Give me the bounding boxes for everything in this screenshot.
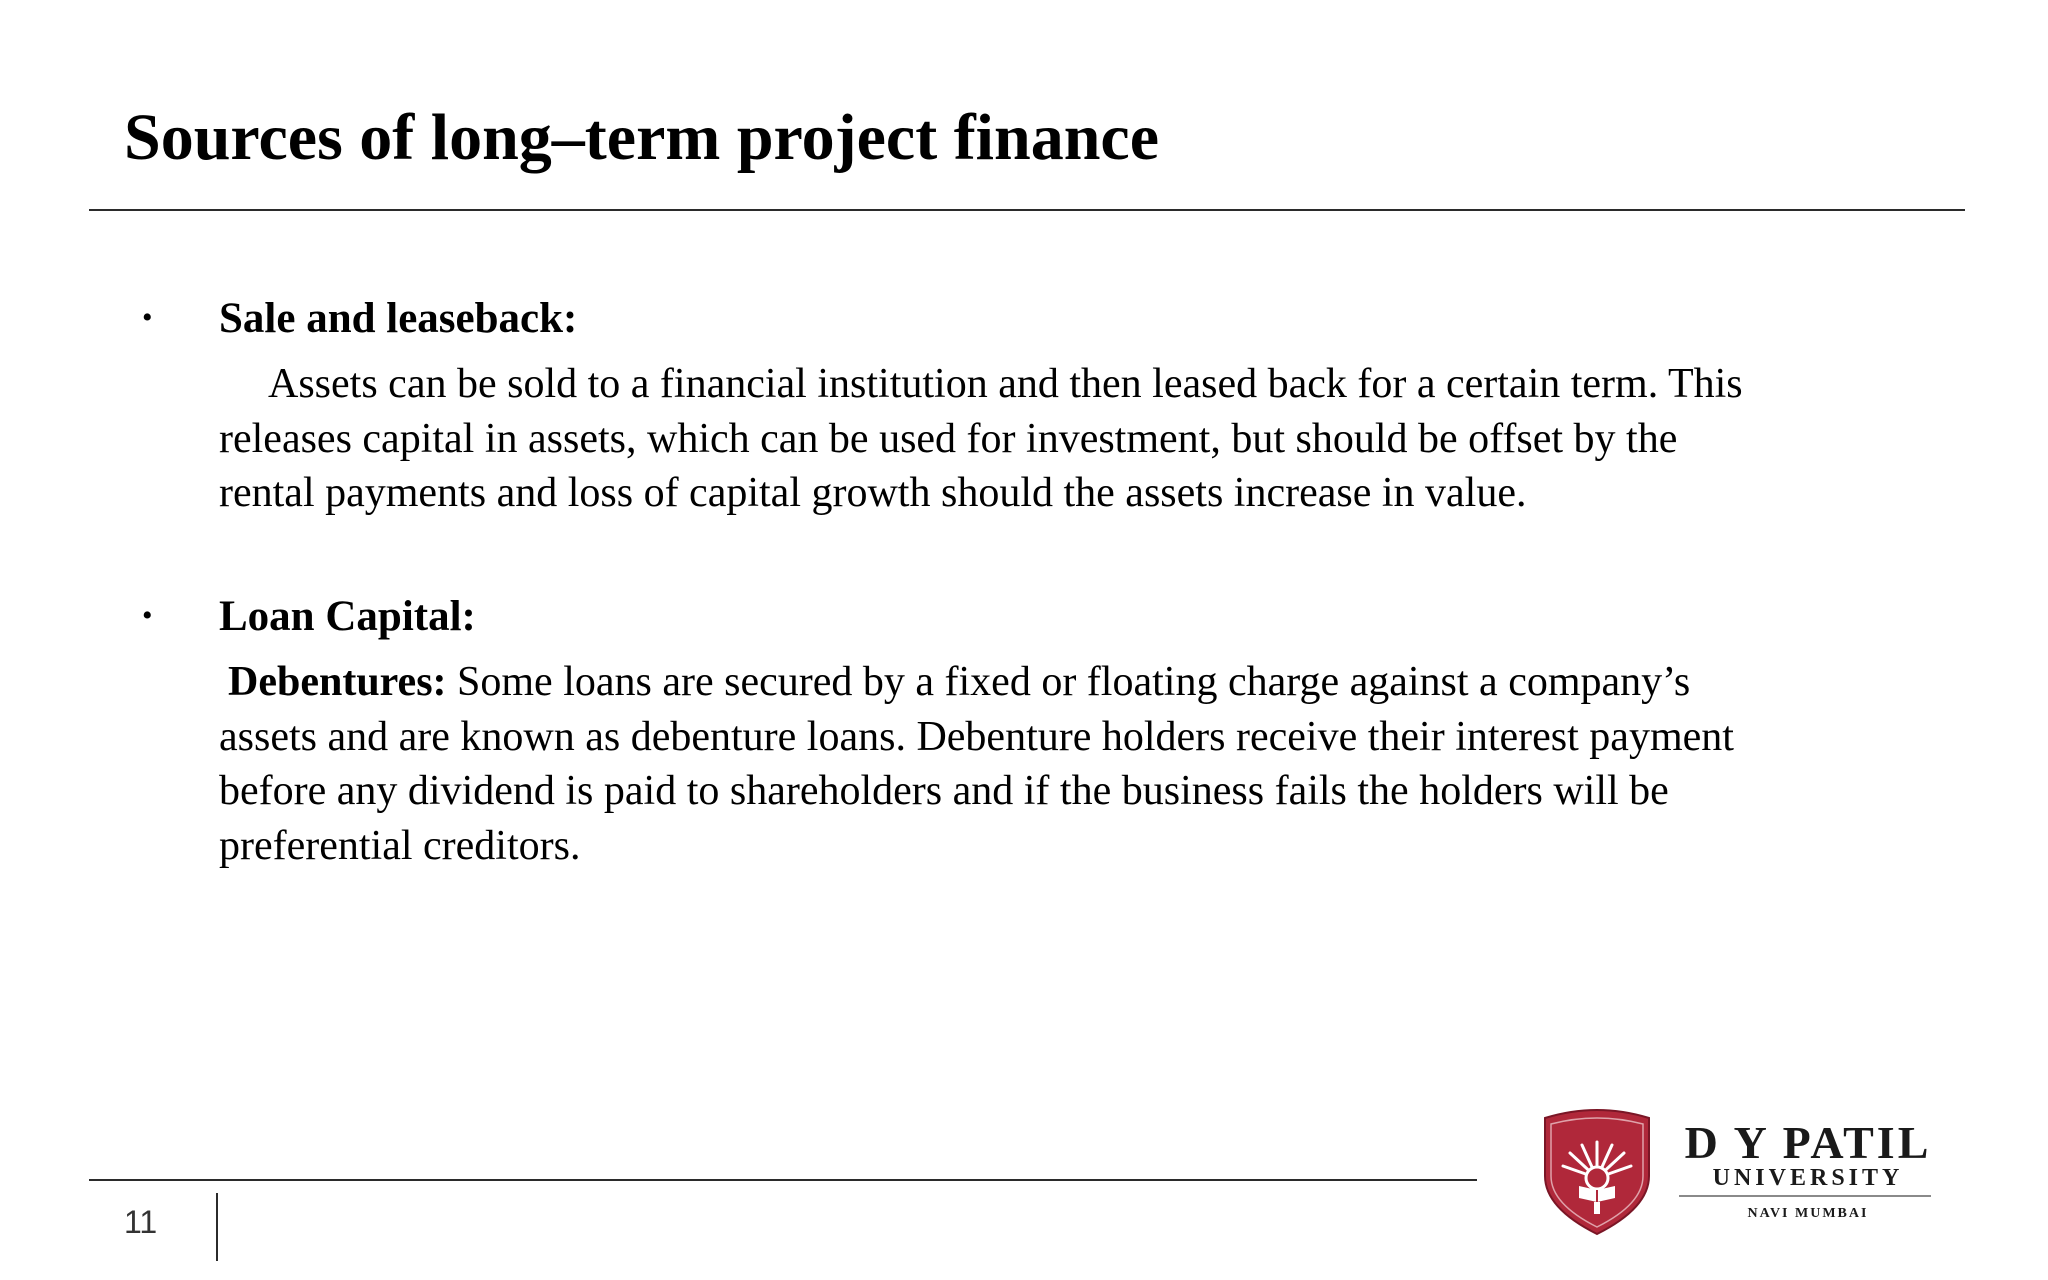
title-divider	[89, 209, 1965, 211]
paragraph-line: assets and are known as debenture loans. Debenture holders receive their interest payment	[219, 713, 1734, 760]
shield-emblem-icon	[1537, 1106, 1657, 1236]
logo-divider	[1679, 1195, 1931, 1197]
slide-title: Sources of long–term project finance	[124, 101, 1160, 174]
section-heading-loan-capital: Loan Capital:	[219, 593, 476, 640]
section-heading-sale-leaseback: Sale and leaseback:	[219, 295, 578, 342]
logo-university-name: D Y PATIL	[1684, 1117, 1932, 1168]
paragraph-line-text: Some loans are secured by a fixed or floating charge against a company’s	[457, 659, 1691, 705]
lead-term-debentures: Debentures:	[228, 659, 447, 705]
paragraph-line: Assets can be sold to a financial institution and then leased back for a certain term. This	[268, 361, 1743, 407]
footer-divider	[89, 1179, 1477, 1181]
paragraph-line: before any dividend is paid to shareholders and if the business fails the holders will be	[219, 768, 1669, 814]
logo-location: NAVI MUMBAI	[1747, 1206, 1869, 1221]
page-number-separator	[216, 1193, 218, 1261]
paragraph-line: rental payments and loss of capital growth should the assets increase in value.	[219, 470, 1527, 516]
bullet-marker: •	[142, 599, 153, 632]
paragraph-line: preferential creditors.	[219, 822, 581, 869]
paragraph-line	[219, 655, 1899, 710]
university-logo	[1537, 1106, 1937, 1236]
paragraph-debentures	[219, 655, 1899, 873]
paragraph-sale-leaseback	[219, 357, 1899, 521]
bullet-marker: •	[142, 301, 153, 334]
logo-university-subtitle: UNIVERSITY	[1712, 1165, 1904, 1191]
page-number: 11	[124, 1204, 158, 1240]
paragraph-line: releases capital in assets, which can be used for investment, but should be offset by the	[219, 415, 1678, 462]
